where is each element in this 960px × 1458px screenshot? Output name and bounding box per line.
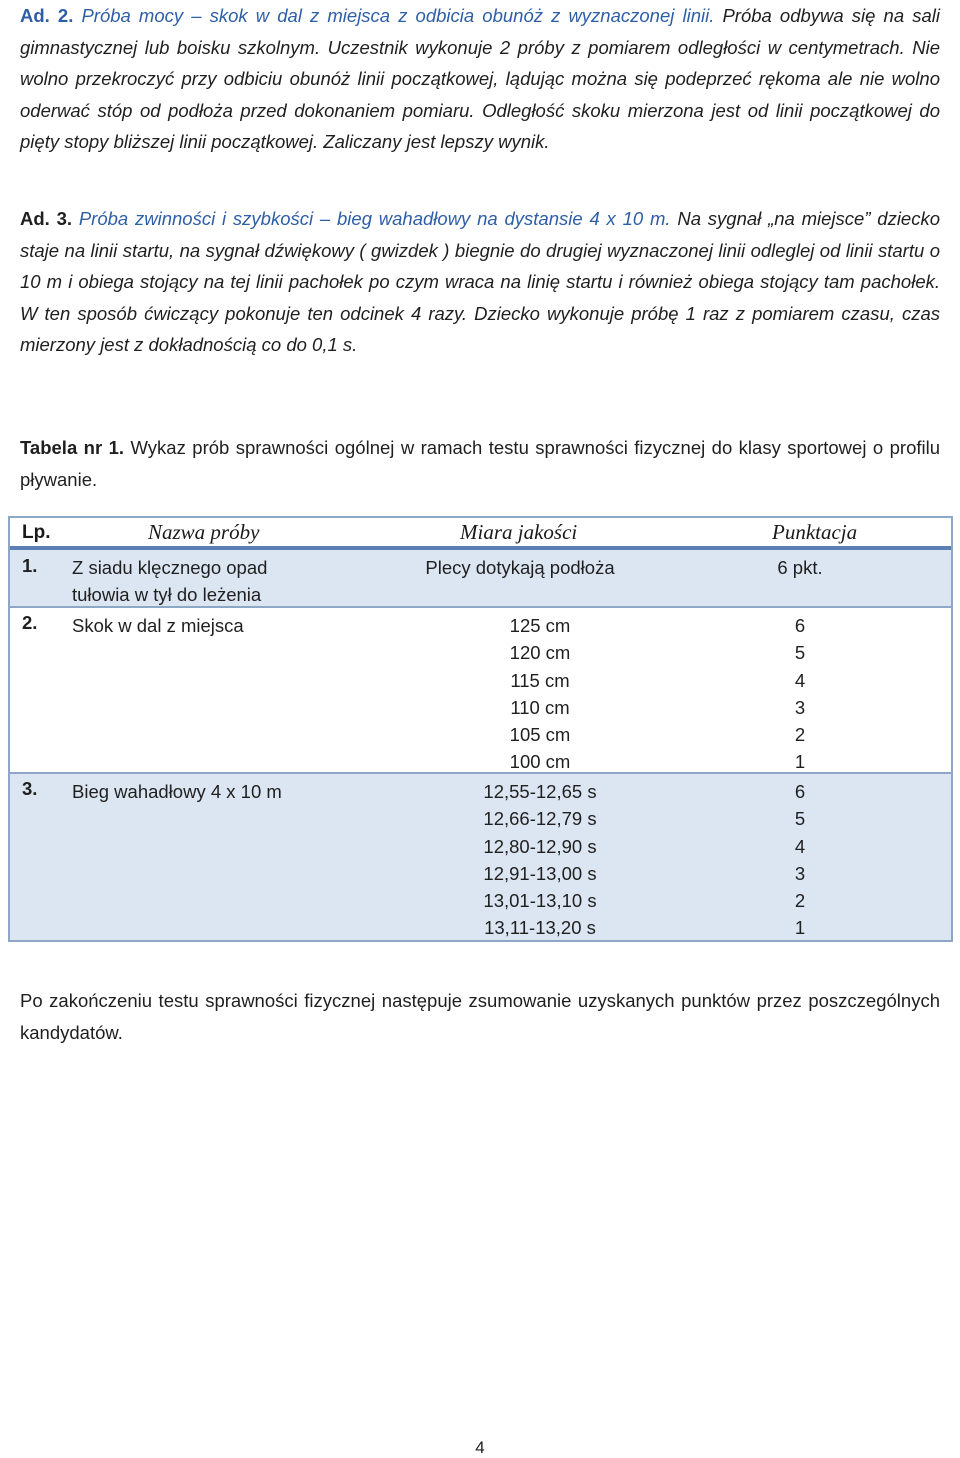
header-measure: Miara jakości: [460, 520, 578, 544]
points-value: 4: [794, 669, 806, 691]
measure-value: 120 cm: [509, 642, 571, 664]
section-ad2: [20, 0, 940, 158]
measure-value: 12,91-13,00 s: [483, 862, 597, 884]
points-value: 5: [794, 808, 806, 830]
header-points: Punktacja: [772, 520, 858, 544]
measure-value: 105 cm: [509, 724, 571, 746]
table-header: [10, 518, 951, 550]
section-body: Próba odbywa się na sali gimnastycznej lub boisku szkolnym. Uczestnik wykonuje 2 próby z pomiarem odległości w centymetrach. Nie wolno przekroczyć przy odbiciu obunóż linii początkowej, lądując można się podeprzeć rękoma ale nie wolno oderwać stóp od podłoża przed dokonaniem pomiaru. Odległość skoku mierzona jest od linii początkowej do pięty stopy bliższej linii początkowej. Zaliczany jest lepszy wynik.: [20, 5, 940, 152]
points-value: 1: [794, 917, 806, 939]
points-value: 3: [794, 696, 806, 718]
points-value: 3: [794, 862, 806, 884]
row-number: 3.: [22, 778, 38, 799]
points-value: 2: [794, 890, 806, 912]
points-value: 5: [794, 642, 806, 664]
points-list: [740, 612, 860, 776]
points-value: 6: [794, 615, 806, 636]
measure-value: 13,01-13,10 s: [483, 890, 597, 912]
section-title: Próba mocy – skok w dal z miejsca z odbicia obunóż z wyznaczonej linii.: [81, 5, 715, 26]
fitness-test-table: [8, 516, 953, 942]
row-number: 2.: [22, 612, 38, 633]
test-name: Skok w dal z miejsca: [72, 615, 244, 636]
row-number: 1.: [22, 555, 38, 576]
measure-value: 13,11-13,20 s: [484, 917, 596, 939]
measure-value: 12,66-12,79 s: [483, 808, 597, 830]
measure-value: 110 cm: [510, 696, 570, 718]
table-row: [10, 550, 951, 608]
measure-list: [400, 778, 680, 942]
measure-value: 12,80-12,90 s: [483, 835, 597, 857]
test-name: Bieg wahadłowy 4 x 10 m: [72, 781, 282, 802]
measure-value: Plecy dotykają podłoża: [425, 557, 615, 578]
section-body: Na sygnał „na miejsce” dziecko staje na linii startu, na sygnał dźwiękowy ( gwizdek ) biegnie do drugiej wyznaczonej linii odleglej od linii startu o 10 m i obiega stojący na tej linii pachołek po czym wraca na linię startu i również obiega stojący tam pachołek. W ten sposób ćwiczący pokonuje ten odcinek 4 razy. Dziecko wykonuje próbę 1 raz z pomiarem czasu, czas mierzony jest z dokładnością co do 0,1 s.: [20, 208, 941, 355]
page-number: 4: [475, 1438, 485, 1457]
section-title: Próba zwinności i szybkości – bieg wahadłowy na dystansie 4 x 10 m.: [78, 208, 671, 229]
table-row: [10, 774, 951, 940]
points-value: 1: [794, 751, 806, 773]
table-caption: [20, 432, 940, 495]
measure-value: 125 cm: [509, 615, 571, 636]
measure-list: [400, 612, 680, 776]
table-caption-label: Tabela nr 1.: [20, 437, 125, 458]
header-lp: Lp.: [22, 522, 51, 543]
points-value: 4: [794, 835, 806, 857]
test-name: Z siadu klęcznego opad tułowia w tył do leżenia: [72, 557, 268, 605]
measure-value: 12,55-12,65 s: [483, 781, 597, 802]
section-label: Ad. 3.: [20, 208, 73, 229]
section-label: Ad. 2.: [20, 5, 74, 26]
section-ad3: [20, 203, 940, 361]
table-row: [10, 608, 951, 774]
measure-value: 115 cm: [510, 669, 570, 691]
points-value: 6 pkt.: [777, 557, 823, 578]
points-list: [740, 778, 860, 942]
points-value: 6: [794, 781, 806, 802]
measure-value: 100 cm: [509, 751, 571, 773]
points-value: 2: [794, 724, 806, 746]
table-caption-text: Wykaz prób sprawności ogólnej w ramach testu sprawności fizycznej do klasy sportowej o profilu pływanie.: [20, 437, 941, 490]
header-name: Nazwa próby: [148, 520, 260, 544]
closing-paragraph: Po zakończeniu testu sprawności fizycznej następuje zsumowanie uzyskanych punktów przez poszczególnych kandydatów.: [20, 990, 940, 1043]
